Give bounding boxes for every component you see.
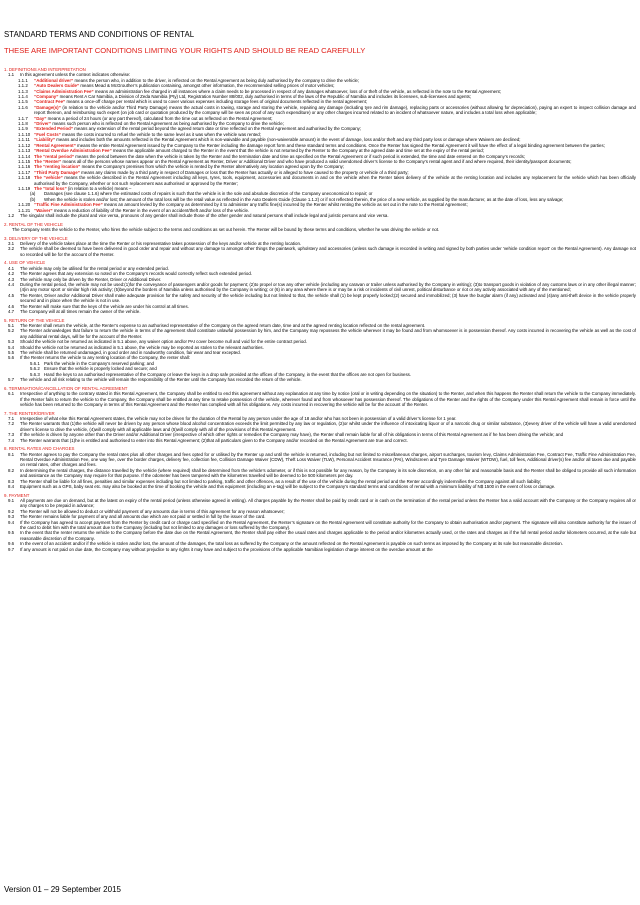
clause-body	[20, 498, 636, 509]
clause-text: means any claims made by a third party in respect of Damages or loss that the Renter has actually or is alleged to have caused to the property or vehicle of a third party;	[79, 169, 409, 175]
clause-number: 3.1	[8, 240, 15, 246]
clause-text: Damages (see clause 1.1.6) where the estimated costs of repairs is such that the vehicle is in the sole and absolute discretion of the Company uneconomical to repair; or	[44, 191, 373, 197]
clause-text: The vehicle may only be utilised for the rental period or any extended period.	[20, 265, 169, 271]
clause-number: (b)	[30, 196, 36, 202]
clause	[4, 421, 636, 432]
clause-number: 1.1.17	[18, 169, 31, 175]
clause-text: If the Company has agreed to accept payment from the Renter by credit card or charge card specified on the Rental Agreement, the Renter’s signature on the Rental Agreement will constitute authority for the Company to obtain authorisation and/or payment. The signature will also constitute authority for the issuer of the card to debit him with the total amount due to the Company (including but not limited to any damages or loss suffered by the Company).	[20, 519, 636, 530]
defined-term: “Liability”	[34, 137, 55, 143]
clause-text: means an administration fee charged in all instances where a claim needs to be processed in respect of any damages whatsoever, loss of or theft of the vehicle, as reflected in the note to the Rental Agreement;	[93, 88, 501, 94]
clause	[4, 391, 636, 407]
section-heading: 7. THE RENTER/DRIVER	[4, 410, 55, 416]
clause-text: means the Company’s premises from which the vehicle is rented by the Renter alternatively any location agreed upon by the Company;	[80, 164, 345, 170]
clause-text: The Renter will not be allowed to deduct or withhold payment of any amounts due in terms of this agreement for any reason whatsoever;	[20, 508, 285, 514]
defined-term: “Contract Fee”	[34, 99, 66, 105]
clause-number: 1.1	[8, 72, 15, 78]
clause-text: means Mead & McGrouther’s publication containing, amongst other information, the recommended selling prices of motor vehicles;	[79, 83, 335, 89]
clause-text: Ensure that the vehicle is properly locked and secure; and	[44, 366, 157, 372]
defined-term: The “total loss”	[34, 185, 67, 191]
clause-body	[20, 547, 636, 552]
clause-number: 4.7	[8, 309, 15, 315]
clause-text: means any extension of the rental period beyond the agreed return date or time reflected on the Rental Agreement and authorised by the Company;	[73, 126, 362, 132]
clause-number: 5.6.2	[30, 366, 40, 372]
clause-body	[20, 520, 636, 531]
clause-body	[20, 438, 636, 443]
clause-number: 4.3	[8, 276, 15, 282]
defined-term: “Extended Period”	[34, 126, 74, 132]
clause-text: means an amount levied by the company as determined by it to administer any traffic fine(s) incurred by the Renter whilst renting the vehicle as set out in the note to the Rental Agreement;	[102, 202, 468, 208]
clause-number: 7.1	[8, 415, 15, 421]
clause-text: The singular shall include the plural and vice versa, pronouns of any gender shall include those of the other gender and natural persons shall include legal and juristic persons and vice versa.	[20, 212, 389, 218]
clause-body	[20, 391, 636, 407]
clause-text: means a reduction of liability of the Renter in the event of an accident/theft and/or loss of the vehicle.	[52, 207, 250, 213]
section	[4, 236, 636, 258]
clause-text: In the event of an accident and/or if the vehicle is stolen and/or lost, the amount of the damages, the total loss as suffered by the Company or the amount reflected on the Rental Agreement is payable on such terms as imposed by the Company at its sole but reasonable discretion.	[20, 541, 563, 547]
clause-text: The Company will at all times remain the owner of the vehicle.	[20, 309, 141, 315]
clause-text: Should the vehicle not be returned as indicated in 5.1 above, the vehicle may be reported as stolen to the relevant authorities.	[20, 344, 264, 350]
clause	[4, 547, 636, 552]
defined-term: “Company”	[34, 94, 59, 100]
clause	[4, 246, 636, 257]
clause	[4, 468, 636, 479]
clause-number: 7.2	[8, 421, 15, 427]
clause-body	[20, 377, 636, 382]
section-heading: 2. RENTAL OF THE VEHICLE	[4, 221, 63, 227]
section	[4, 446, 636, 489]
clause-number: 4.1	[8, 265, 15, 271]
version-footer: Version 01 – 29 September 2015	[4, 885, 121, 894]
clause-text: The Renter, Driver and/or Additional Driver shall make adequate provision for the safety and security of the vehicle including but not limited to that, the vehicle shall (1) be kept properly locked;(2) secured and immobilized; (3) have the burglar alarm (if any) activated and (4)any anti-theft device in the vehicle properly secured and in place when the vehicle is not in use.	[20, 292, 636, 304]
clause-text: The Renter warrants that (1)the vehicle will never be driven by any person whose blood alcohol concentration exceeds the limit permitted by any law or regulation, (2)or whilst under the influence of intoxicating liquor or of a narcotic drug or similar substance, (3)every driver of the vehicle will have a valid unendorsed driver’s license to drive the vehicle, (4)will comply with all applicable laws and (5)will comply with all of the provisions of this Rental Agreement.	[20, 421, 636, 432]
clause-number: 1.1.18	[18, 175, 31, 181]
clause-text: If the vehicle is driven by anyone other than the Driver and/or Additional Driver (irrespective of which other rights or remedies the Company may have), the Renter shall remain liable for all of his obligations in terms of this Rental Agreement as if he has been driving the vehicle; and	[20, 432, 564, 438]
clause-number: (a)	[30, 191, 36, 197]
section-heading: 8. RENTAL RATES AND CHARGES	[4, 446, 75, 452]
defined-term: “Driver”	[34, 121, 52, 127]
clause-text: Irrespective of anything to the contrary stated in this Rental Agreement, the Company shall be entitled to end this agreement without any explanation at any time by notice (oral or in writing depending on the situation) to the Renter, and when this happens the Renter shall return the vehicle to the Company immediately. If the Renter fails to return the vehicle to the Company, the Company shall be entitled at any time to retake possession of the vehicle, wherever found and from whosoever has possession thereof. The obligations of the Renter and the rights of the Company under this Rental Agreement shall remain in force until the vehicle has been returned to the Company in terms of this Rental Agreement and the Renter has complied with all his obligations. Any costs incurred in recovering the vehicle will be for the account of the Renter.	[20, 391, 636, 407]
section	[4, 260, 636, 314]
clause-number: 9.1	[8, 497, 15, 503]
document-body	[4, 67, 636, 552]
clause-text: Should the vehicle not be returned as indicated in 5.1 above, any waiver option and/or PAI cover become null and void for the entire contract period.	[20, 339, 307, 345]
section-heading: 5. RETURN OF THE VEHICLE	[4, 317, 65, 323]
clause-number: 1.1.14	[18, 153, 31, 159]
clause-body	[34, 175, 636, 186]
clause-text: (in relation to the vehicle and/or Third Party Damage) means the actual costs in towing, storage and storing the vehicle, repairing any damage (including tyre and rim damage), replacing parts or accessories (without allowing for depreciation), paying an expert to inspect collision damage and report thereon, and reimbursing such expert (on job card or quotation produced by the company will be seen as proof of any such expenditure) or any other charges incurred related to an incident of whatsoever nature, and includes a total loss when applicable;	[34, 104, 636, 116]
clause	[4, 498, 636, 509]
clause-number: 8.2	[8, 467, 15, 473]
clause-text: means the costs incurred to refuel the vehicle to the same level as it was when the vehicle was rented;	[60, 131, 261, 137]
clause-number: 1.1.19	[18, 185, 31, 191]
clause	[4, 530, 636, 541]
clause-text: If the Renter returns the vehicle to any renting location of the Company, the renter shall:	[20, 355, 191, 361]
clause-text: The Renter shall return the vehicle, at the Renter’s expense to an authorised representative of the Company on the agreed return date, time and at the agreed renting location reflected on the rental agreement.	[20, 323, 426, 329]
clause-text: The Renter acknowledges that failure to return the vehicle in terms of the agreement shall constitute unlawful possession by him, and the Company may repossess the vehicle wherever it may be found and from whomsoever is in possession thereof. Any costs incurred in recovering the vehicle as well as the cost of any additional rental days, will be for the account of the Renter.	[20, 328, 636, 339]
section	[4, 386, 636, 408]
clause-body	[20, 484, 636, 489]
clause-text: means Rent A Car Namibia, a Division of Zeda Namibia (Pty) Ltd, Registration Number 88/002, duly authorised in terms of the laws of the Republic of Namibia and includes its licensees, sub-licensees and agents;	[58, 94, 472, 100]
defined-term: The “renting location”	[34, 164, 81, 170]
clause-text: When the vehicle is stolen and/or lost; the amount of the total loss will be the retail value as reflected in the Auto Dealers Guide (Clause 1.1.2) or if not reflected therein, the price of a new vehicle, as supplied by the manufacturer, as at the date of loss, less any salvage;	[44, 196, 564, 202]
clause-number: 5.1	[8, 323, 15, 329]
clause-text: The Renter warrants that (1)he is entitled and authorised to enter into this Rental Agreement; (2)that all particulars given to the Company and/or recorded on the Rental Agreement are true and correct.	[20, 437, 408, 443]
clause-text: means and includes both the amounts reflected in the Rental Agreement which is non-waivable and payable (non-waiverable amount) in the event of damage, loss and/or theft and any third party loss or damage where Waivers are declined;	[54, 137, 521, 143]
clause-number: 1.1.20	[18, 202, 31, 208]
clause-number: 5.6.1	[30, 360, 40, 366]
clause-text: The Renter shall be liable for all fines, penalties and similar expenses including but not limited to parking, traffic and other offences, as a result of the use of the vehicle during the rental period and the Renter accordingly indemnifies the Company against all such liability;	[20, 478, 542, 484]
clause-number: 1.1.11	[18, 137, 30, 143]
section	[4, 411, 636, 443]
document-title: STANDARD TERMS AND CONDITIONS OF RENTAL	[4, 30, 195, 39]
defined-term: “Day”	[34, 115, 47, 121]
clause-number: 7.3	[8, 432, 15, 438]
clause-number: 1.1.9	[18, 126, 28, 132]
clause-body	[20, 246, 636, 257]
clause-number: 8.4	[8, 483, 15, 489]
clause-number: 1.1.2	[18, 83, 28, 89]
clause-number: 1.1.15	[18, 158, 31, 164]
clause-number: 1.1.16	[18, 164, 31, 170]
section-heading: 4. USE OF VEHICLE	[4, 260, 46, 266]
section	[4, 67, 636, 218]
clause-number: 4.5	[8, 292, 15, 298]
clause	[4, 213, 636, 218]
defined-term: “Rental Agreement”	[34, 142, 76, 148]
clause-text: means the person who, in addition to the driver, is reflected on the Rental Agreement as being duly authorised by the company to drive the vehicle;	[73, 77, 360, 83]
clause-number: 4.6	[8, 303, 15, 309]
section	[4, 318, 636, 383]
clause-text: means a once-off charge per rental which is used to cover various expenses including storage fees of original documents reflected in the rental agreement;	[65, 99, 368, 105]
defined-term: “Rental Overdue Administration Fee”	[34, 148, 112, 154]
clause-body	[20, 421, 636, 432]
clause-number: 5.4	[8, 344, 15, 350]
section	[4, 222, 636, 233]
clause-number: 9.3	[8, 514, 15, 520]
clause-text: In this agreement unless the context indicates otherwise:	[20, 72, 131, 78]
clause-body	[20, 293, 636, 304]
clause-text: means the applicable amount charged to the Renter in the event that the vehicle is not returned by the Renter to the Company at the agreed date and time set at the expiry of the rental period;	[111, 148, 484, 154]
clause-number: 3.2	[8, 246, 15, 252]
clause-text: Park the vehicle in the Company’s reserved parking; and	[44, 360, 154, 366]
clause-text: means such person who is reflected on the Rental Agreement as being authorised by the Company to drive the vehicle;	[51, 121, 284, 127]
clause-text: During the rental period, the vehicle may not be used:(1)for the conveyance of passengers and/or goods for payment; (2)to propel or tow any other vehicle (including any caravan or trailer unless authorised by the Company in writing); (3)to transport goods in violation of any customs laws or in any other illegal manner; (4)in any motor sport or similar high risk activity; (5)beyond the borders of Namibia unless authorised by the Company in writing; or (6) in any area where there is or may be a risk or incidents of civil unrest, political disturbance or riot or any activity associated with any of the mentioned;	[20, 282, 636, 293]
defined-term: “Auto Dealers Guide”	[34, 83, 80, 89]
clause-number: 1.1.13	[18, 148, 31, 154]
clause-text: means the entire Rental Agreement issued by the Company to the Renter including the damage report form and these standard terms and conditions. Once the Renter has signed the Rental Agreement it will have the effect of a legal binding agreement between the parties;	[75, 142, 605, 148]
clause-text: Irrespective of what else this Rental Agreement states, the vehicle may not be driven for the duration of the Rental by any person under the age of 18 and/or who has not been in possession of a valid driver’s license for 1 year.	[20, 415, 457, 421]
defined-term: “Claims Administration Fee”	[34, 88, 94, 94]
clause-number: 1.2	[8, 212, 15, 218]
clause-text: means all of the persons whose names appear on the Rental Agreement as Renter, Driver or Additional Driver and who have produced a valid unendorsed driver’s license to the Company’s rental agent and if and where required, their identity/passport documents;	[61, 158, 572, 164]
clause-number: 9.6	[8, 541, 15, 547]
clause-text: The vehicle shall be returned undamaged, in good order and in roadworthy condition, fair wear and tear excepted.	[20, 350, 241, 356]
clause-number: 9.4	[8, 519, 15, 525]
clause-number: 1.1.6	[18, 104, 28, 110]
clause	[4, 452, 636, 468]
clause-text: The Renter agrees to pay the Company the rental rates plus all other charges and fees opted for or utilised by the Renter up and until the vehicle is returned, including but not limited to miscellaneous charges, airport surcharges, tourism levy, Claims Administration Fee, Contract Fee, Traffic Fine Administration Fee, Rental Overdue Administration Fee, one way fee, over the border charges, delivery fee, collection fee, Collision Damage Waiver (CDW), Theft Loss Waiver (TLW), Personal Accident Insurance (PAI), Windscreen and Tyre Damage Waiver (WTDW), fuel, toll fees, Additional driver(s) fee and/or all taxes due and payable on rental rates, other charges and fees.	[20, 451, 636, 468]
clause-number: 8.3	[8, 478, 15, 484]
clause-body	[34, 105, 636, 116]
section-heading: 3. DELIVERY OF THE VEHICLE	[4, 235, 68, 241]
clause-body	[20, 468, 636, 479]
clause-number: 1.1.3	[18, 88, 28, 94]
clause-text: Delivery of the vehicle takes place at the time the Renter or his representative takes possession of the keys and/or vehicle at the renting location.	[20, 240, 302, 246]
clause-number: 1.1.8	[18, 121, 28, 127]
clause-body	[20, 282, 636, 293]
clause-text: means a period of 24 hours (or any part thereof), calculated from the time out as reflected on the Rental Agreement;	[46, 115, 273, 121]
defined-term: “Additional driver”	[34, 77, 74, 83]
section-heading: 9. PAYMENT	[4, 492, 30, 498]
clause-number: 1.1.4	[18, 94, 28, 100]
clause-number: 5.7	[8, 377, 15, 383]
clause-number: 1.1.5	[18, 99, 28, 105]
clause-number: 1.1.12	[18, 142, 31, 148]
clause-number: 9.2	[8, 508, 15, 514]
clause-body	[20, 530, 636, 541]
clause	[4, 438, 636, 443]
clause	[4, 377, 636, 382]
defined-term: The “rental period”	[34, 153, 75, 159]
clause-number: 5.5	[8, 350, 15, 356]
clause-text: Hand the keys to an authorised representative of the Company or leave the keys in a drop safe provided at the offices of the Company, in the event that the offices are not open for business.	[44, 371, 412, 377]
clause-number: 1.1.10	[18, 131, 31, 137]
clause	[4, 282, 636, 293]
clause-text: means the vehicle described in the Rental Agreement including all keys, tyres, tools, equipment, accessories and documents in and on the vehicle when the Renter takes delivery of the vehicle at the renting location and includes any replacement for the vehicle which has been officially authorised by the Company, whether or not such replacement was authorised or approved by the Renter;	[34, 175, 636, 186]
defined-term: “Damage(s)”	[34, 104, 61, 110]
clause-text: If any amount is not paid on due date, the Company may without prejudice to any rights it may have and subject to the provisions of the applicable Namibian legislation charge interest on the overdue amount at the	[20, 546, 433, 552]
defined-term: The “Renter”	[34, 158, 62, 164]
clause-body	[20, 213, 636, 218]
definition-clause	[4, 175, 636, 186]
defined-term: “Waiver”	[34, 207, 53, 213]
clause-body	[20, 452, 636, 468]
clause-number: 9.7	[8, 546, 15, 552]
clause-number: 1.1.21	[18, 207, 31, 213]
defined-term: “Traffic Fine Administration Fee”	[34, 202, 103, 208]
clause-text: The Company rents the vehicle to the Renter, who hires the vehicle subject to the terms and conditions as set out herein. The Renter will be bound by these terms and conditions, whether he was driving the vehicle or not.	[12, 226, 440, 232]
clause-text: The Renter will make sure that the keys of the vehicle are under his control at all times.	[20, 303, 189, 309]
clause-text: (in relation to a vehicle) means –	[66, 185, 132, 191]
clause-number: 4.4	[8, 282, 15, 287]
clause	[4, 309, 636, 314]
clause-number: 5.6	[8, 355, 15, 361]
clause-number: 9.5	[8, 530, 15, 536]
clause-text: The vehicle shall be deemed to have been delivered in good order and repair and without any damage to amongst other things the paintwork, upholstery and accessories (unless such damage is recorded in writing and signed by both parties under 'vehicle condition report' on the Rental Agreement). Any damage not so recorded will be for the account of the Renter.	[20, 246, 636, 257]
clause-number: 5.3	[8, 339, 15, 345]
section	[4, 493, 636, 552]
clause-text: The Renter remains liable for payment of any and all amounts due which are not paid or settled in full by the issuer of the card.	[20, 514, 266, 520]
clause-number: 4.2	[8, 271, 15, 277]
clause-body	[20, 328, 636, 339]
clause-number: 1.1.1	[18, 77, 28, 83]
clause-text: The vehicle and all risk relating to the vehicle will remain the responsibility of the Renter until the Company has recorded the return of the vehicle.	[20, 377, 302, 383]
clause-number: 8.1	[8, 451, 15, 457]
clause-number: 5.6.3	[30, 371, 40, 377]
warning-notice: THESE ARE IMPORTANT CONDITIONS LIMITING YOUR RIGHTS AND SHOULD BE READ CAREFULLY	[4, 46, 366, 55]
clause-text: means the period between the date when the vehicle is taken by the Renter and the termination date and time as specified on the Rental Agreement or if such period is extended, the time and date entered on the Company’s records;	[74, 153, 525, 159]
clause	[4, 484, 636, 489]
clause-text: All payments are due on demand, but at the latest on expiry of the rental period (unless otherwise agreed in writing). All charges payable by the Renter shall be paid by credit card or in cash on the termination of the rental period unless the Renter has a valid account with the Company or the Company requires all or any charges to be prepaid in advance;	[20, 497, 636, 509]
clause-text: In determining the rental charges, the distance travelled by the vehicle (where required) shall be determined from the vehicle’s odometer, or if this is not possible for any reason, by the Company in its sole discretion, on any other fair and reasonable basis and the Renter shall be obliged to provide all such information and assistance as the Company may require for that purpose. If the odometer has been tampered with the kilometres travelled will be deemed to be 500 kilometers per day.	[20, 467, 636, 479]
clause	[4, 520, 636, 531]
clause-number: 1.1.7	[18, 115, 28, 121]
defined-term: The “vehicle”	[34, 175, 63, 181]
clause-body	[20, 309, 636, 314]
clause	[4, 293, 636, 304]
clause-number: 6.1	[8, 391, 15, 397]
clause-text: The Renter agrees that any extension so noted on the Company’s records would correctly reflect such extended period.	[20, 271, 253, 277]
section-heading: 6. TERMINATION/CANCELLATION OF RENTAL AGREEMENT	[4, 385, 128, 391]
defined-term: “Fuel Costs”	[34, 131, 61, 137]
clause	[4, 328, 636, 339]
clause-text: In the event that the renter returns the vehicle to the Company before the date due on the Rental Agreement, the Renter shall pay either the usual rates and charges applicable to the period and/or kilometres actually used, or the rates and charges as if the full rental period and/or kilometers occurred, at the sole but reasonable discretion of the Company.	[20, 530, 636, 541]
clause-number: 7.4	[8, 437, 15, 443]
clause-text: Equipment such as a GPS, baby seat etc. may also be booked at the time of booking the vehicle and this equipment (including an e-tag) will be subject to the Company’s standard terms and conditions of rental with a minimum liability of N$ 1500 in the event of loss or damage.	[20, 483, 556, 489]
clause-number: 5.2	[8, 328, 15, 334]
defined-term: “Third Party Damage”	[34, 169, 80, 175]
definition-clause	[4, 105, 636, 116]
section-heading: 1. DEFINITIONS AND INTERPRETATION	[4, 67, 86, 72]
clause-text: The vehicle may only be driven by the Renter, Driver or Additional Driver.	[20, 276, 162, 282]
